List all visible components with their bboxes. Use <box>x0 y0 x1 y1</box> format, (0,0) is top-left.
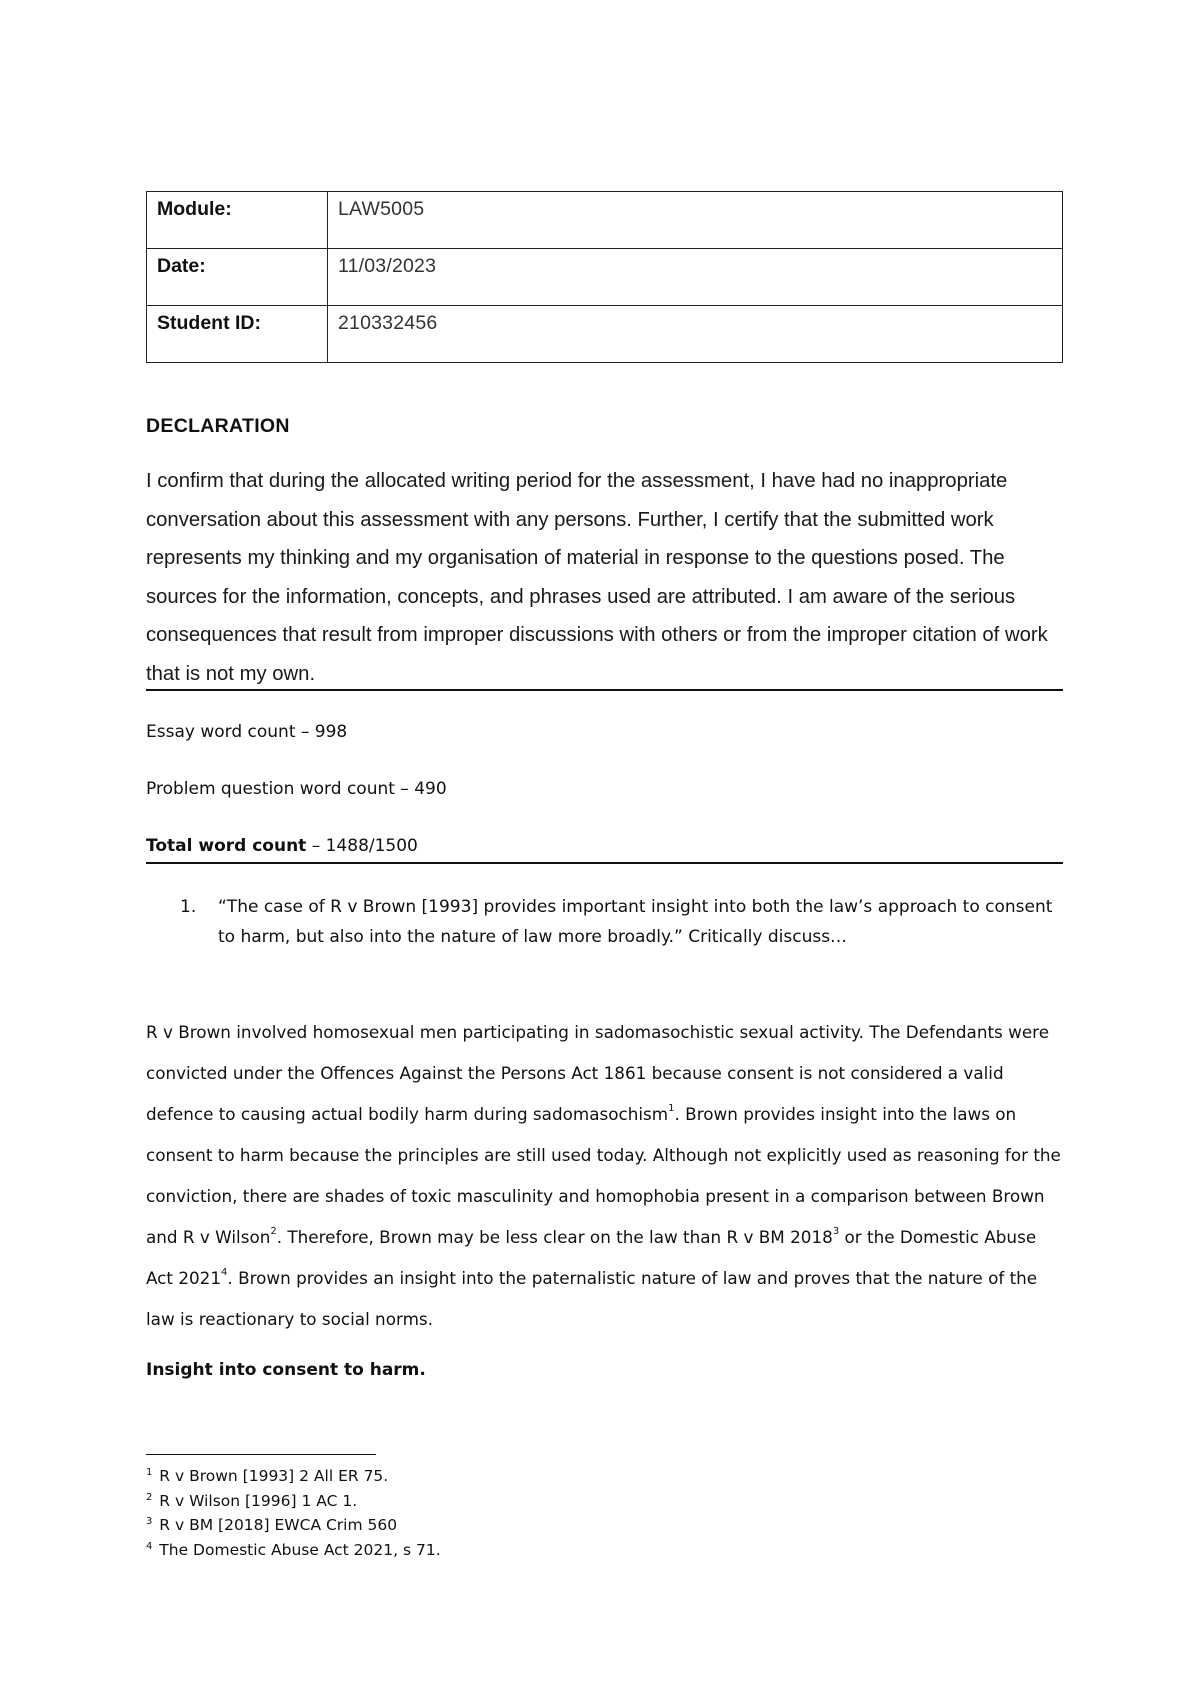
student-id-label: Student ID: <box>147 306 328 363</box>
footnotes <box>146 1464 441 1563</box>
footnote-mark: 4 <box>146 1541 153 1553</box>
footnote-text: The Domestic Abuse Act 2021, s 71. <box>154 1541 441 1560</box>
essay-text: . Brown provides an insight into the paternalistic nature of law and proves that the nature of the law is reactionary to social norms. <box>146 1268 1038 1329</box>
footnote-item <box>146 1489 441 1514</box>
table-row <box>147 249 1063 306</box>
essay-text: R v Brown involved homosexual men participating in sadomasochistic sexual activity. The Defendants were convicted under the Offences Against the Persons Act 1861 because consent is not considered a valid defence to causing actual bodily harm during sadomasochism <box>146 1022 1050 1124</box>
essay-text: . Therefore, Brown may be less clear on the law than R v BM 2018 <box>276 1227 833 1247</box>
module-value: LAW5005 <box>328 192 1063 249</box>
footnote-ref-2: 2 <box>270 1226 277 1237</box>
question-item <box>180 893 1060 952</box>
footnote-mark: 2 <box>146 1491 153 1503</box>
declaration-heading: DECLARATION <box>146 415 290 437</box>
declaration-divider <box>146 689 1063 691</box>
footnote-ref-4: 4 <box>221 1267 228 1278</box>
essay-word-count: Essay word count – 998 <box>146 722 348 742</box>
module-label: Module: <box>147 192 328 249</box>
cover-info-table <box>146 191 1063 363</box>
question-text: “The case of R v Brown [1993] provides important insight into both the law’s approach to consent to harm, but also into the nature of law more broadly.” Critically discuss… <box>218 897 1053 947</box>
footnote-item <box>146 1464 441 1489</box>
date-value: 11/03/2023 <box>328 249 1063 306</box>
footnote-item <box>146 1538 441 1563</box>
footnote-item <box>146 1513 441 1538</box>
table-row <box>147 192 1063 249</box>
total-word-count-label: Total word count <box>146 836 307 856</box>
footnote-ref-3: 3 <box>832 1226 840 1237</box>
question-number: 1. <box>180 897 197 917</box>
footnote-text: R v Wilson [1996] 1 AC 1. <box>154 1491 358 1510</box>
footnote-text: R v Brown [1993] 2 All ER 75. <box>154 1467 389 1485</box>
footnote-mark: 3 <box>146 1516 153 1528</box>
footnote-mark: 1 <box>146 1467 153 1478</box>
total-word-count-value: – 1488/1500 <box>306 836 418 856</box>
essay-paragraph <box>146 1012 1066 1340</box>
footnote-ref-1: 1 <box>668 1103 675 1114</box>
section-heading: Insight into consent to harm. <box>146 1360 426 1380</box>
table-row <box>147 306 1063 363</box>
student-id-value: 210332456 <box>328 306 1063 363</box>
footnote-separator <box>146 1454 376 1455</box>
word-count-divider <box>146 862 1063 864</box>
essay-text: . Brown provides insight into the laws on consent to harm because the principles are still used today. Although not explicitly used as reasoning for the conviction, there are shades of toxic masculinity and homophobia present in a comparison between Brown and R v Wilson <box>146 1104 1061 1247</box>
date-label: Date: <box>147 249 328 306</box>
declaration-text: I confirm that during the allocated writing period for the assessment, I have had no inappropriate conversation about this assessment with any persons. Further, I certify that the submitted work represents my thinking and my organisation of material in response to the questions posed. The sources for the information, concepts, and phrases used are attributed. I am aware of the serious consequences that result from improper discussions with others or from the improper citation of work that is not my own. <box>146 470 1048 685</box>
essay-text: or the Domestic Abuse Act 2021 <box>146 1227 1037 1288</box>
total-word-count <box>146 836 418 856</box>
problem-word-count: Problem question word count – 490 <box>146 779 447 799</box>
footnote-text: R v BM [2018] EWCA Crim 560 <box>154 1516 398 1535</box>
